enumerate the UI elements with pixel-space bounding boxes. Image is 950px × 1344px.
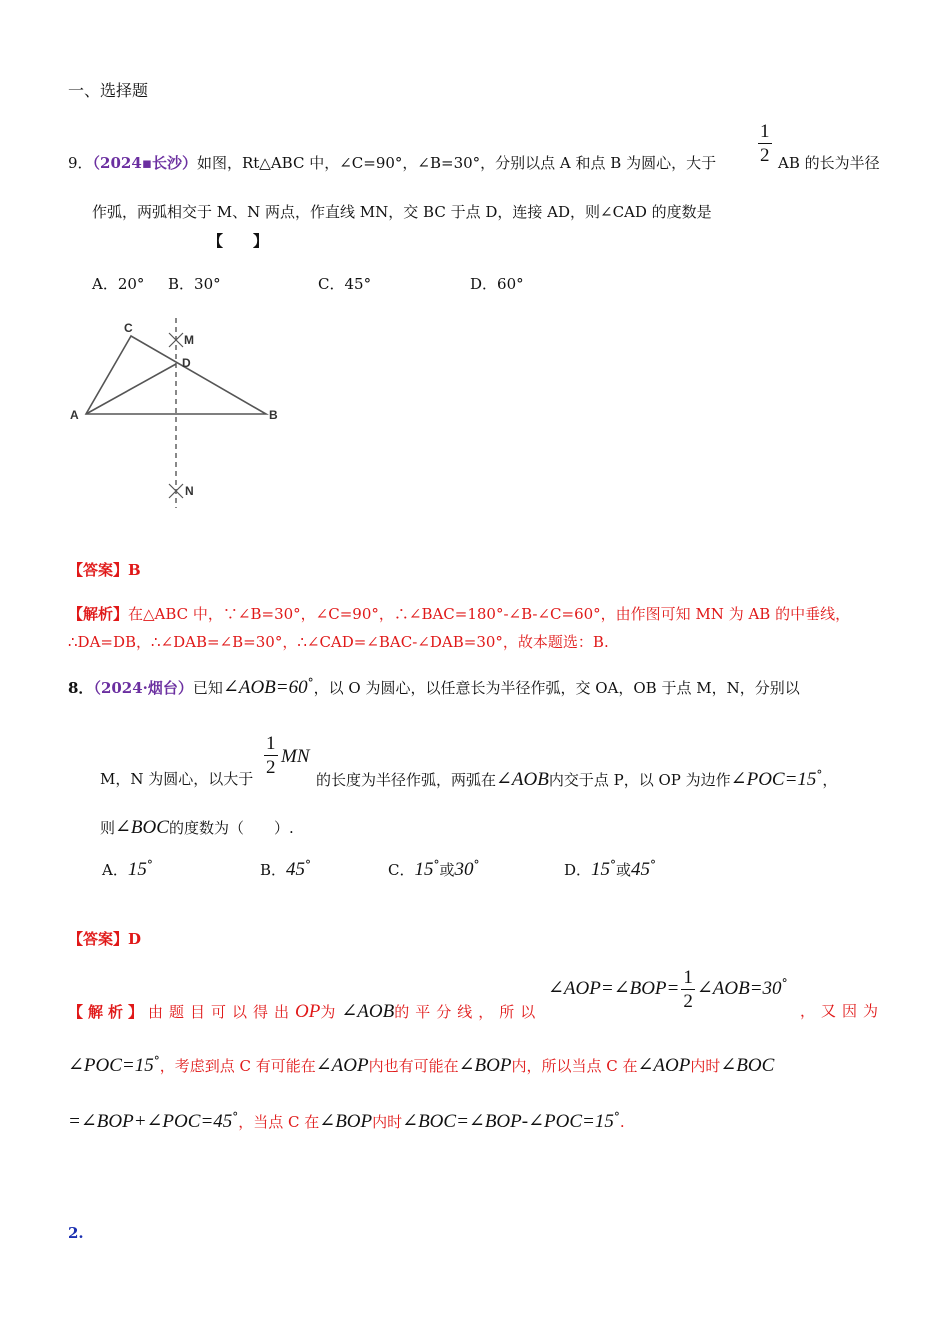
q9-option-d: D．60° [470,275,524,293]
q9-stem-a: 如图，Rt△ABC 中，∠C=90°，∠B=30°，分别以点 A 和点 B 为圆心，大于 [196,154,717,172]
label-a: A [70,408,79,422]
q8-stem-line1: 8．（2024·烟台）已知∠AOB=60°，以 O 为圆心，以任意长为半径作弧，交 OA，OB 于点 M，N，分别以 [68,676,800,698]
q8-angle-poc: ∠POC [730,769,785,790]
q8-analysis-line1a: 【解析】由题目可以得出OP为∠AOB的平分线，所以 [68,1001,542,1022]
label-b: B [269,408,278,422]
q8-source: （2024·烟台） [93,679,193,697]
q8-analysis-line1b: ，又因为 [800,1002,885,1020]
q9-source: （2024▪长沙） [92,154,197,172]
q9-stem-line1 [68,152,716,173]
q8-analysis-line2: ∠POC=15°，考虑到点 C 有可能在∠AOP内也有可能在∠BOP内，所以当点 C 在∠AOP内时∠BOC [68,1054,775,1076]
q8-angle-boc: ∠BOC [115,817,169,838]
q8-option-d: D．15°或45° [564,858,657,880]
q9-triangle-figure [66,316,286,516]
q9-fraction: $\frac{1}{2}$ [760,121,770,166]
next-question-number: 2. [68,1224,84,1242]
q8-stem-line3: 则∠BOC的度数为（ ）. [100,817,294,838]
q9-answer-value: B [128,561,141,579]
label-m: M [184,333,194,347]
q8-answer [68,928,141,949]
q8-analysis-tag: 【解析】 [68,1003,149,1021]
q9-answer-bracket: 【 】 [208,232,269,250]
q8-analysis-equation: ∠AOP=∠BOP= $\frac{1}{2}$ ∠AOB=30° [548,967,788,1012]
q8-analysis-line3: =∠BOP+∠POC=45°，当点 C 在∠BOP内时∠BOC=∠BOP-∠POC=15°. [68,1110,625,1132]
q9-analysis-line2: ∴DA=DB，∴∠DAB=∠B=30°，∴∠CAD=∠BAC-∠DAB=30°，故本题选：B. [68,633,609,651]
label-n: N [185,484,194,498]
arc-mark-n [169,484,183,498]
q9-stem-line2: 作弧，两弧相交于 M、N 两点，作直线 MN，交 BC 于点 D，连接 AD，则∠CAD 的度数是 [92,203,712,221]
q8-fraction: $\frac{1}{2}$ [266,733,276,778]
q8-answer-tag: 【答案】 [68,930,129,948]
q9-answer-tag: 【答案】 [68,561,129,579]
q9-option-c: C．45° [318,275,372,293]
q9-option-a: A．20° [92,275,145,293]
q9-option-b: B．30° [168,275,221,293]
q8-answer-value: D [128,930,142,948]
q9-answer [68,559,141,580]
q8-option-a: A．15° [102,858,153,880]
q8-stem-line2b: 的长度为半径作弧，两弧在∠AOB内交于点 P，以 OP 为边作∠POC=15°， [316,768,838,790]
q8-option-b: B．45° [260,858,312,880]
q9-analysis-tag: 【解析】 [68,605,129,623]
q9-stem-b: AB 的长为半径 [778,154,880,172]
q8-number: 8． [68,679,94,697]
arc-mark-m [169,333,183,347]
q9-number: 9． [68,154,93,172]
q8-angle-aob: ∠AOB [222,677,276,698]
q8-mn: MN [281,746,310,767]
q8-stem-line2a: M，N 为圆心，以大于 [100,770,254,788]
label-c: C [124,321,133,335]
section-title: 一、选择题 [68,81,149,100]
q8-option-c: C．15°或30° [388,858,480,880]
label-d: D [182,356,191,370]
q9-analysis-line1: 【解析】在△ABC 中，∵∠B=30°，∠C=90°，∴∠BAC=180°-∠B-∠C=60°，由作图可知 MN 为 AB 的中垂线， [68,605,851,623]
